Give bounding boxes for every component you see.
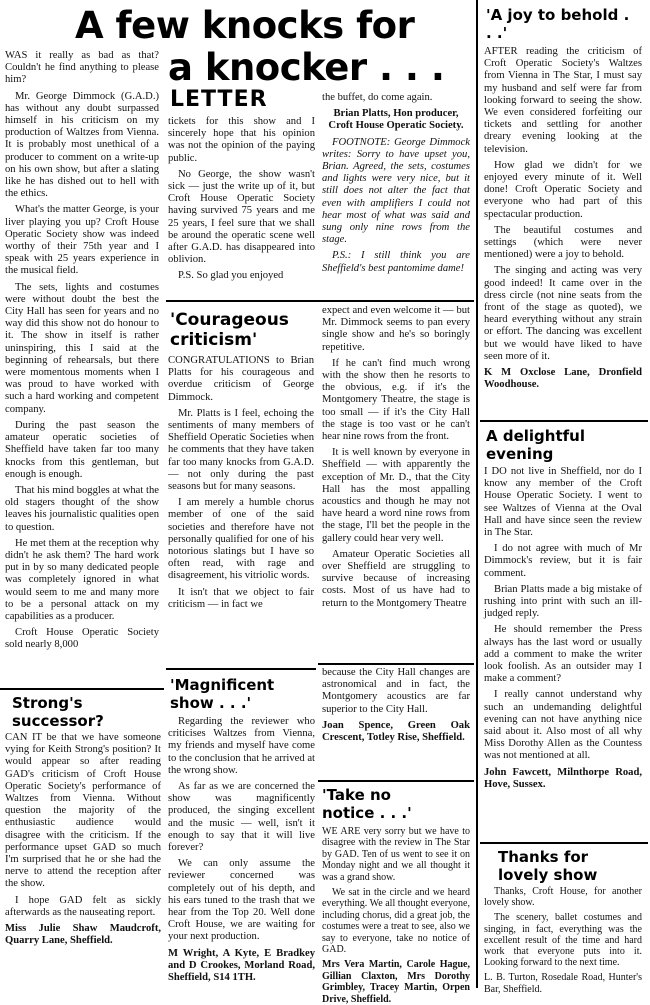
main-headline: A few knocks for [75, 4, 415, 47]
paragraph: Regarding the reviewer who criticises Waltzes from Vienna, my friends and myself have come to the conclusion that he arrived at the wrong show. [168, 716, 315, 776]
paragraph: It isn't that we object to fair criticism — in fact we [168, 586, 314, 610]
divider [166, 300, 474, 302]
paragraph: During the past season the amateur operatic societies of Sheffield have taken far too many knocks from this gentleman, but enough is enough. [5, 419, 159, 480]
paragraph: It is well known by everyone in Sheffield — with apparently the exception of Mr. D., that the City Hall has the most appalling acoustics and though he may not have heard a word nine rows from the stage, I'll bet the people in the gallery could hear very well. [322, 447, 470, 544]
paragraph: As far as we are concerned the show was magnificently produced, the singing excellent and the music — well, isn't it enough to say that it will live forever? [168, 781, 315, 854]
letter-label: LETTER [170, 87, 268, 112]
paragraph: P.S. So glad you enjoyed [178, 270, 284, 282]
paragraph: The scenery, ballet costumes and singing, in fact, everything was the excellent result of the time and hard work that everyone puts into it. Looking forward to the next time. [484, 912, 642, 969]
paragraph: He should remember the Press always has the last word or usually add a comment to make the writer look foolish. As an outsider may I make a comment? [484, 624, 642, 685]
magnificent-body [168, 716, 315, 984]
paragraph: The singing and acting was very good indeed! It came over in the dress circle (not nine seats from the front of the stage as quoted), we heard everything without any strain or effort. The dancing was excellent but we would have liked to have seen more of it. [484, 265, 642, 362]
joy-headline: 'A joy to behold . . .' [486, 6, 630, 42]
paragraph: the buffet, do come again. [322, 92, 433, 103]
delightful-body [484, 466, 642, 840]
paragraph: WE ARE very sorry but we have to disagree with the review in The Star by GAD. Ten of us went to see it on Monday night and we all thought it was a grand show. [322, 826, 470, 883]
signature: Joan Spence, Green Oak Crescent, Totley Rise, Sheffield. [322, 719, 470, 744]
paragraph: AFTER reading the criticism of Croft Operatic Society's Waltzes from Vienna in The Star, I must say my husband and self were far from looking forward to seeing the show. We even considered forfeiting our tickets and settling for another dreary evening looking at the television. [484, 46, 642, 155]
paragraph: I really cannot understand why such an undemanding delightful evening can not have anything nice said about it. Also most of all why Miss Dorothy Allen as the Countess was not mentioned at all. [484, 689, 642, 762]
paragraph: Croft House Operatic Society sold nearly 8,000 [5, 627, 159, 651]
signature: L. B. Turton, Rosedale Road, Hunter's Bar, Sheffield. [484, 972, 642, 995]
divider [318, 663, 474, 665]
divider [318, 780, 474, 782]
delightful-headline: A delightful evening [486, 427, 585, 463]
take-no-notice-body [322, 826, 470, 1005]
divider [166, 668, 316, 670]
thanks-headline: Thanks for lovely show [498, 848, 598, 884]
paragraph: Thanks, Croft House, for another lovely show. [484, 886, 642, 909]
paragraph: Mr. Platts is I feel, echoing the sentiments of many members of Sheffield Operatic Societies when he comments that they have taken far too many knocks from G.A.D. — not only during the past seasons but for many seasons. [168, 407, 314, 493]
signature: M Wright, A Kyte, E Bradkey and D Crookes, Morland Road, Sheffield, S14 1TH. [168, 947, 315, 984]
courageous-headline: 'Courageous criticism' [170, 310, 289, 350]
courageous-col-a [168, 355, 314, 665]
signature: Mrs Vera Martin, Carole Hague, Gillian Claxton, Mrs Dorothy Grimbley, Tracey Martin, Orpen Drive, Sheffield. [322, 959, 470, 1005]
paragraph: No George, the show wasn't sick — just the write up of it, but Croft House Operatic Society having survived 75 years and me 25 years, I feel sure that we shall be around the operatic scene well after G.A.D. has disappeared into oblivion. [168, 168, 315, 266]
paragraph: Brian Platts made a big mistake of rushing into print with such an ill-judged reply. [484, 583, 642, 620]
paragraph: What's the matter George, is your liver playing you up? Croft House Operatic Society show was indeed worthy of their 75th year and I speak with 25 years experience in the musical field. [5, 204, 159, 277]
paragraph: tickets for this show and I sincerely hope that his opinion was not the opinion of the paying public. [168, 116, 315, 164]
paragraph: Amateur Operatic Societies all over Sheffield are struggling to survive because of increasing costs. Most of us have had to return to the Montgomery Theatre [322, 548, 470, 609]
paragraph: How glad we didn't for we enjoyed every minute of it. Well done! Croft Operatic Society and everyone who had part of this spectacular production. [484, 159, 642, 220]
signature: John Fawcett, Milnthorpe Road, Hove, Sussex. [484, 766, 642, 790]
paragraph: The sets, lights and costumes were without doubt the best the City Hall has seen for years and no way did this show not do honour to it. The show in itself is rather uninspiring, this I said at the beginning of rehearsals, but there were momentous moments when I was proud to have worked with such a hard working and competent company. [5, 281, 159, 415]
main-headline-line2: a knocker . . . [168, 46, 445, 89]
take-no-notice-headline: 'Take no notice . . .' [322, 786, 412, 822]
divider [480, 420, 648, 422]
paragraph: CAN IT be that we have someone vying for Keith Strong's position? It would appear so after reading GAD's criticism of Croft House Operatic Society's performance of Waltzes from Vienna. Without question the majority of the enthusiastic audience would disagree with the criticism. If the performance upset GAD so much I'm surprised that he or she had the nerve to attend the reception after the show. [5, 732, 161, 890]
strong-body [5, 732, 161, 982]
magnificent-headline: 'Magnificent show . . .' [170, 676, 275, 712]
paragraph: I do not agree with much of Mr Dimmock's review, but it is fair comment. [484, 543, 642, 579]
paragraph: We can only assume the reviewer concerned was completely out of his depth, and his ears tuned to the trash that we hear from the Top 20. Well done Croft House, we are waiting for your next production. [168, 858, 315, 943]
paragraph: The beautiful costumes and settings (which were never mentioned) were a joy to behold. [484, 224, 642, 261]
main-col1 [5, 50, 159, 651]
divider [480, 842, 648, 844]
main-col2 [168, 116, 315, 306]
paragraph: That his mind boggles at what the old stagers thought of the show leaves his journalistic qualities open to question. [5, 484, 159, 533]
strong-headline: Strong's successor? [12, 694, 104, 730]
paragraph: because the City Hall changes are astronomical and in fact, the Montgomery acoustics are far superior to the City Hall. [322, 667, 470, 715]
paragraph: Mr. George Dimmock (G.A.D.) has without any doubt surpassed himself in his criticism on my production of Waltzes from Vienna. It is probably most unethical of a producer to comment on a write-up on his own show, but after a slating like he has dished out to hell with the ethics. [5, 90, 159, 200]
paragraph: WAS it really as bad as that? Couldn't he find anything to please him? [5, 50, 159, 86]
paragraph: If he can't find much wrong with the show then he resorts to the obvious, e.g. if it's the Montgomery Theatre, the stage is too small — if it's the City Hall the stage is too vast or he can't hear nine rows from the front. [322, 357, 470, 443]
signature: K M Oxclose Lane, Dronfield Woodhouse. [484, 367, 642, 391]
paragraph: I am merely a humble chorus member of one of the said societies and therefore have not personally qualified for one of his notorious slatings but I have so often read, with rage and disagreement, his vitriolic words. [168, 497, 314, 582]
main-col3 [322, 92, 470, 302]
paragraph: I DO not live in Sheffield, nor do I know any member of the Croft House Operatic Society. I went to see Waltzes of Vienna at the Oval Hall and have since seen the review in The Star. [484, 466, 642, 539]
joy-body [484, 46, 642, 426]
signature: Miss Julie Shaw Maudcroft, Quarry Lane, Sheffield. [5, 923, 161, 947]
signature: Brian Platts, Hon producer, Croft House Operatic Society. [328, 108, 464, 132]
divider [0, 688, 164, 690]
footnote-ps: P.S.: I still think you are Sheffield's best pantomime dame! [322, 250, 470, 274]
paragraph: expect and even welcome it — but Mr. Dimmock seems to pan every single show and he's so boringly repetitive. [322, 305, 470, 353]
paragraph: CONGRATULATIONS to Brian Platts for his courageous and overdue criticism of George Dimmock. [168, 355, 314, 403]
footnote: FOOTNOTE: George Dimmock writes: Sorry to have upset you, Brian. Agreed, the sets, costumes and lights were very nice, but it still does not alter the fact that even with amplifiers I could not hear most of what was said and sung only nine rows from the stage. [322, 136, 470, 246]
courageous-col-c [322, 667, 470, 787]
paragraph: He met them at the reception why didn't he ask them? The hard work put in by so many dedicated people was completely ignored in what would seem to me and many more to be a personal attack on my capabilities as a producer. [5, 537, 159, 622]
paragraph: I hope GAD felt as sickly afterwards as the nauseating report. [5, 894, 161, 918]
paragraph: We sat in the circle and we heard everything. We all thought everyone, including chorus, did a great job, the costumes were a treat to see, also we say to everyone, take no notice of GAD. [322, 887, 470, 956]
column-rule [476, 0, 478, 988]
thanks-body [484, 886, 642, 995]
courageous-col-b [322, 305, 470, 655]
